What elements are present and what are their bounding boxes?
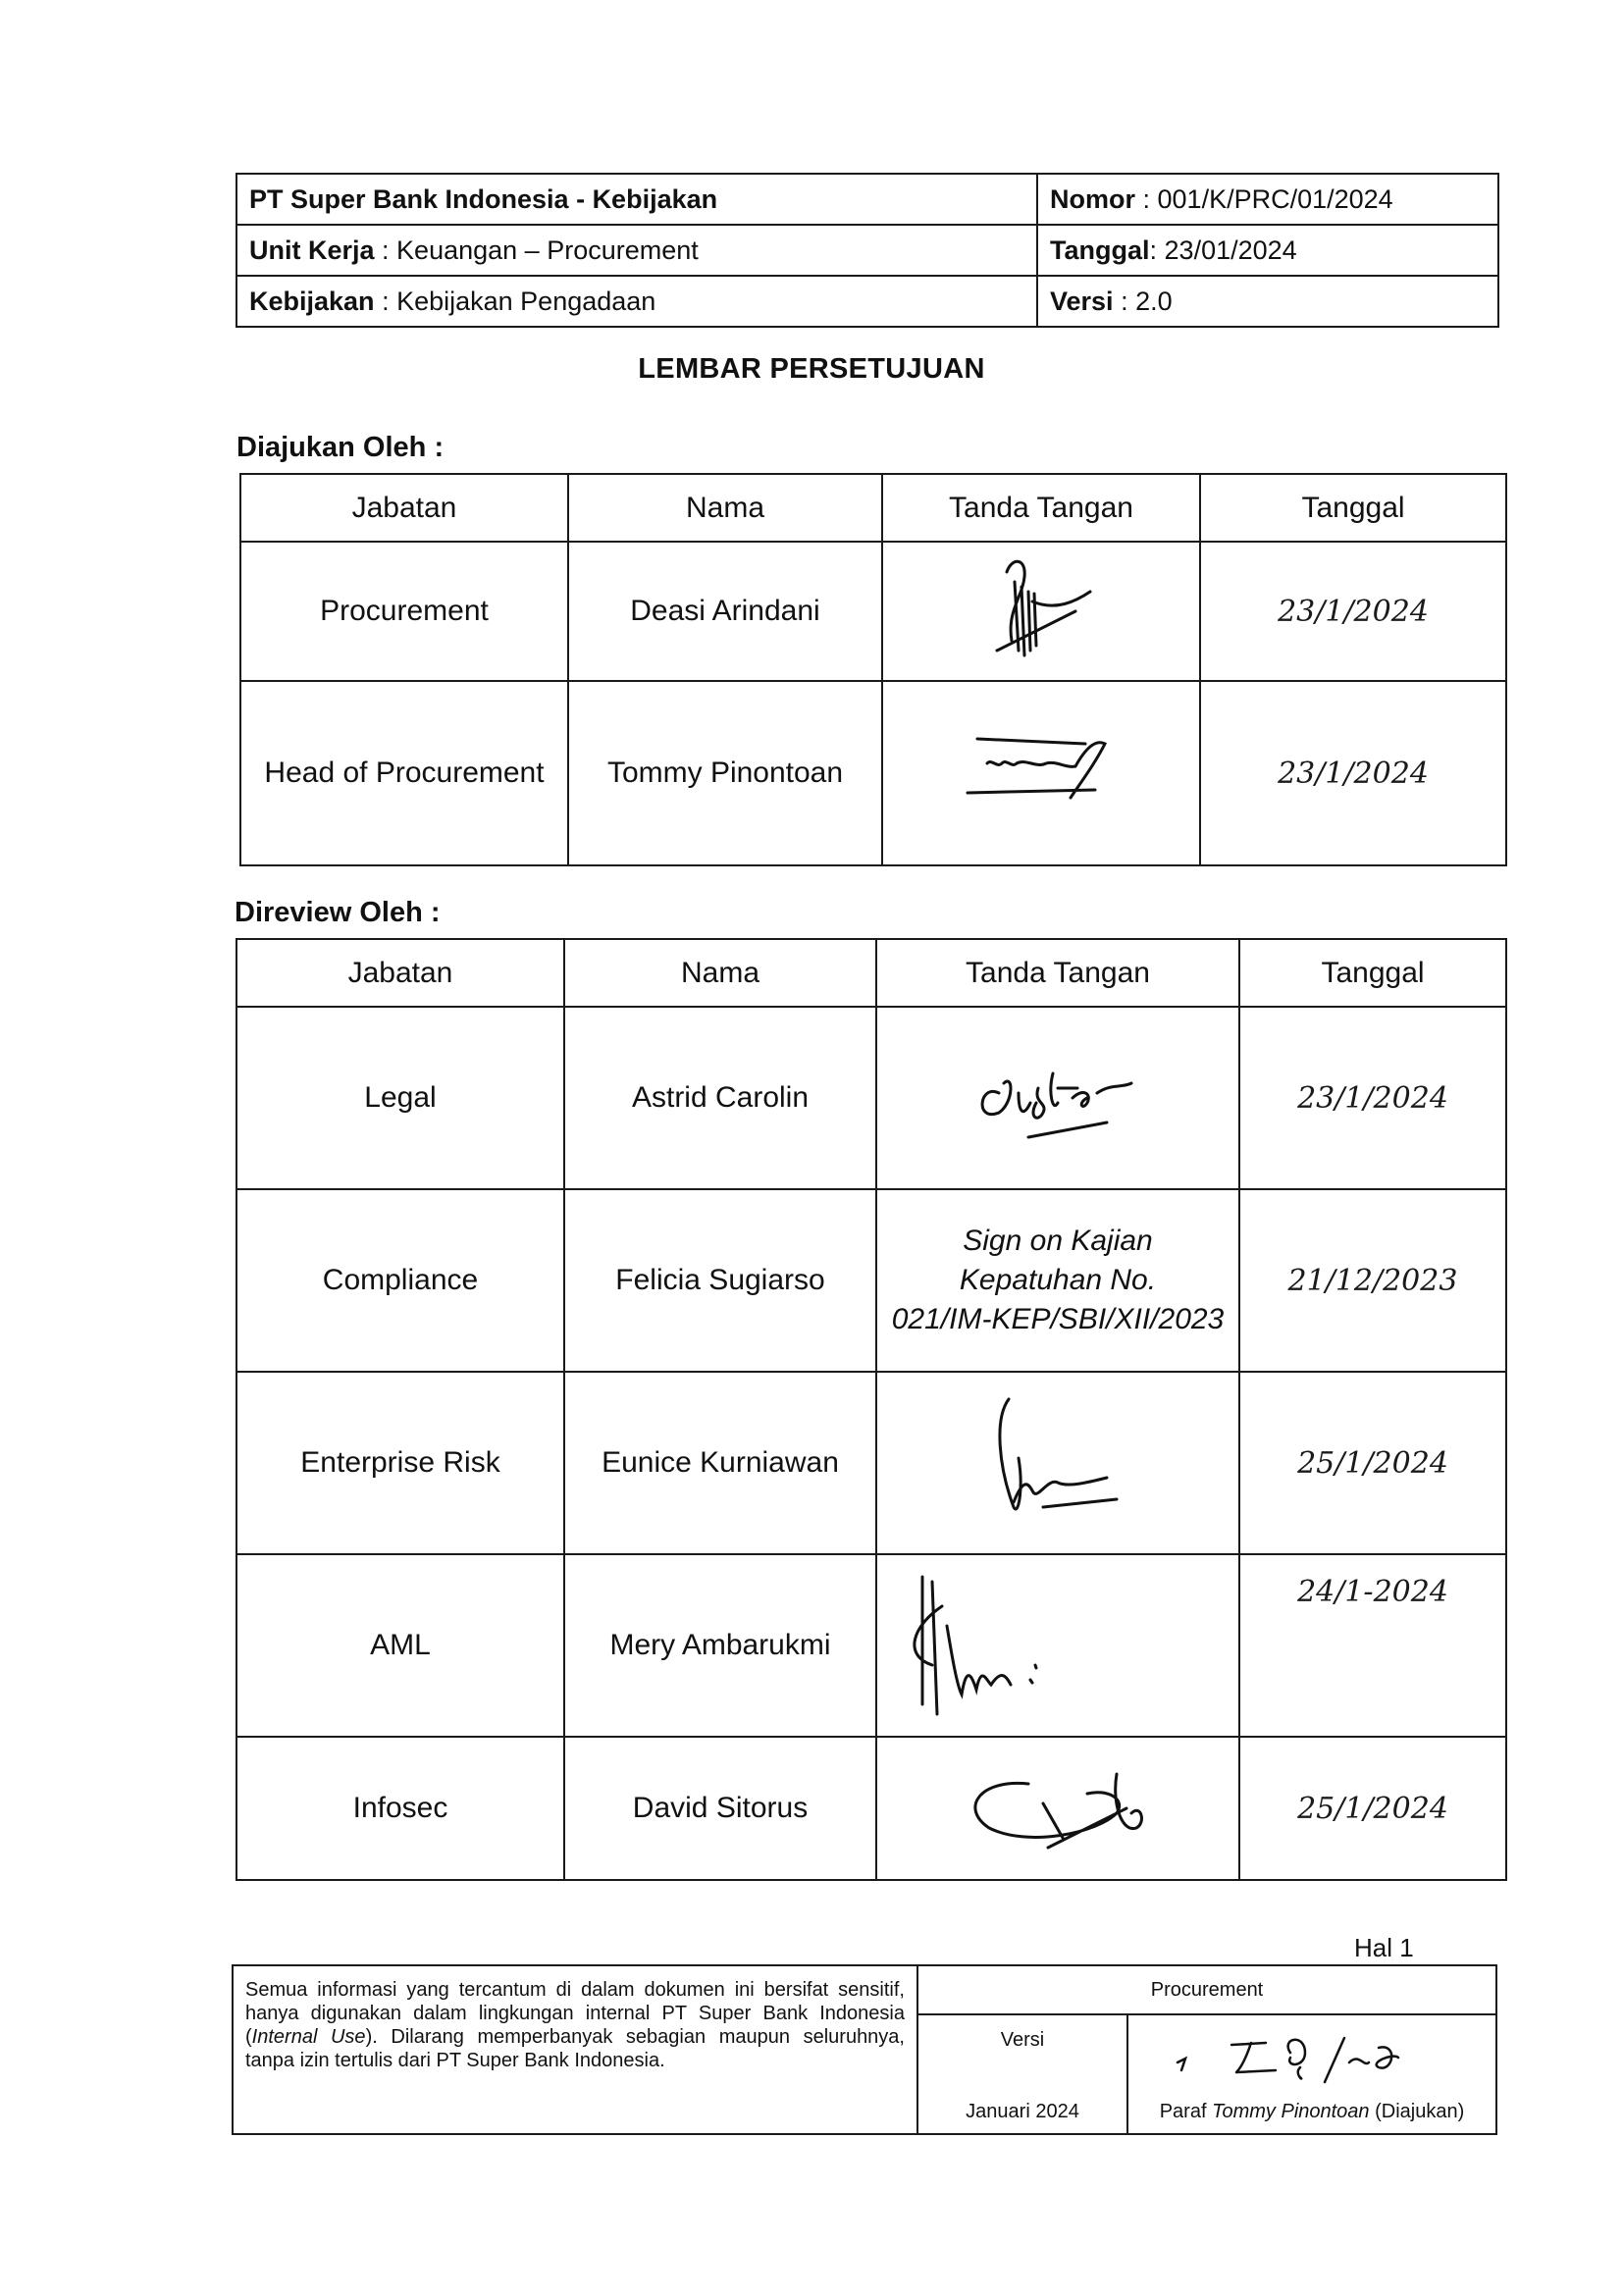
document-header-table xyxy=(236,173,1499,328)
page-number: Hal 1 xyxy=(1354,1933,1414,1962)
nama-cell: Felicia Sugiarso xyxy=(564,1189,876,1372)
column-header-tanggal: Tanggal xyxy=(1239,939,1506,1007)
jabatan-cell: Compliance xyxy=(236,1189,564,1372)
diajukan-table xyxy=(239,473,1507,866)
unit-value: Keuangan – Procurement xyxy=(396,235,699,265)
diajukan-section-label: Diajukan Oleh : xyxy=(236,432,445,463)
versi-cell: Versi : 2.0 xyxy=(1037,276,1498,327)
signature-tommy-pinontoan xyxy=(948,719,1134,827)
signature-cell xyxy=(882,542,1200,681)
signature-astrid-carolin xyxy=(960,1044,1156,1152)
nama-cell: Astrid Carolin xyxy=(564,1007,876,1189)
jabatan-cell: Procurement xyxy=(240,542,568,681)
footer-versi-label: Versi xyxy=(1000,2029,1045,2051)
signature-note-line: 021/IM-KEP/SBI/XII/2023 xyxy=(891,1303,1225,1335)
column-header-jabatan: Jabatan xyxy=(240,474,568,542)
paraf-initials xyxy=(1168,2023,1462,2088)
nomor-value: 001/K/PRC/01/2024 xyxy=(1157,183,1393,214)
direview-table xyxy=(236,938,1507,1881)
kebijakan-label: Kebijakan xyxy=(249,286,375,316)
footer-versi-date: Januari 2024 xyxy=(966,2101,1079,2122)
column-header-nama: Nama xyxy=(564,939,876,1007)
jabatan-cell: Infosec xyxy=(236,1737,564,1880)
jabatan-cell: Enterprise Risk xyxy=(236,1372,564,1554)
signature-note-cell xyxy=(876,1189,1239,1372)
table-row xyxy=(236,1007,1506,1189)
disclaimer-text: ). Dilarang memperbanyak sebagian maupun seluruhnya, tanpa izin tertulis dari PT Super Bank Indonesia. xyxy=(245,2026,905,2071)
table-row xyxy=(236,1372,1506,1554)
jabatan-cell: Head of Procurement xyxy=(240,681,568,865)
versi-label: Versi xyxy=(1050,286,1114,316)
paraf-prefix: Paraf xyxy=(1159,2101,1207,2122)
table-row xyxy=(236,1189,1506,1372)
table-row xyxy=(240,681,1506,865)
tanggal-label: Tanggal xyxy=(1050,235,1150,265)
signature-deasi-arindani xyxy=(968,552,1115,670)
nama-cell: David Sitorus xyxy=(564,1737,876,1880)
direview-section-label: Direview Oleh : xyxy=(235,897,441,928)
paraf-suffix: (Diajukan) xyxy=(1375,2101,1465,2122)
kebijakan-value: Kebijakan Pengadaan xyxy=(396,286,656,316)
nama-cell: Deasi Arindani xyxy=(568,542,882,681)
tanggal-cell: 21/12/2023 xyxy=(1239,1189,1506,1372)
footer-versi-cell xyxy=(917,2014,1127,2134)
column-header-jabatan: Jabatan xyxy=(236,939,564,1007)
unit-label: Unit Kerja xyxy=(249,235,375,265)
jabatan-cell: Legal xyxy=(236,1007,564,1189)
nama-cell: Tommy Pinontoan xyxy=(568,681,882,865)
disclaimer-internal-use: Internal Use xyxy=(251,2026,366,2048)
tanggal-cell: 25/1/2024 xyxy=(1239,1372,1506,1554)
tanggal-cell: Tanggal: 23/01/2024 xyxy=(1037,225,1498,276)
kebijakan-cell: Kebijakan : Kebijakan Pengadaan xyxy=(236,276,1037,327)
versi-value: 2.0 xyxy=(1135,286,1173,316)
footer-table xyxy=(232,1964,1497,2135)
footer-paraf-label xyxy=(1128,2101,1495,2123)
paraf-name: Tommy Pinontoan xyxy=(1212,2101,1370,2122)
footer-disclaimer xyxy=(233,1965,917,2134)
column-header-tanggal: Tanggal xyxy=(1200,474,1506,542)
signature-david-sitorus xyxy=(950,1754,1166,1862)
signature-note-line: Kepatuhan No. xyxy=(959,1264,1157,1296)
column-header-tanda-tangan: Tanda Tangan xyxy=(876,939,1239,1007)
signature-cell xyxy=(876,1007,1239,1189)
table-row xyxy=(240,542,1506,681)
nama-cell: Mery Ambarukmi xyxy=(564,1554,876,1737)
nomor-cell: Nomor : 001/K/PRC/01/2024 xyxy=(1037,174,1498,225)
footer-paraf-cell xyxy=(1127,2014,1496,2134)
tanggal-cell: 24/1-2024 xyxy=(1239,1554,1506,1737)
signature-cell xyxy=(876,1554,1239,1737)
table-row xyxy=(236,1737,1506,1880)
tanggal-value: 23/01/2024 xyxy=(1164,235,1297,265)
nama-cell: Eunice Kurniawan xyxy=(564,1372,876,1554)
unit-cell: Unit Kerja : Keuangan – Procurement xyxy=(236,225,1037,276)
signature-cell xyxy=(876,1372,1239,1554)
column-header-nama: Nama xyxy=(568,474,882,542)
tanggal-cell: 23/1/2024 xyxy=(1200,542,1506,681)
nomor-label: Nomor xyxy=(1050,183,1135,214)
footer-department: Procurement xyxy=(917,1965,1496,2014)
disclaimer-text: Semua informasi yang tercantum di dalam dokumen ini bersifat sensitif, hanya digunakan dalam lingkungan internal PT Super Bank Indonesia ( xyxy=(245,1979,905,2048)
signature-mery-ambarukmi xyxy=(893,1567,1109,1724)
column-header-tanda-tangan: Tanda Tangan xyxy=(882,474,1200,542)
table-row xyxy=(236,1554,1506,1737)
signature-cell xyxy=(882,681,1200,865)
tanggal-cell: 23/1/2024 xyxy=(1239,1007,1506,1189)
tanggal-cell: 23/1/2024 xyxy=(1200,681,1506,865)
signature-note-line: Sign on Kajian xyxy=(963,1225,1153,1257)
signature-eunice-kurniawan xyxy=(969,1389,1146,1537)
company-label: PT Super Bank Indonesia - Kebijakan xyxy=(236,174,1037,225)
signature-cell xyxy=(876,1737,1239,1880)
page-title: LEMBAR PERSETUJUAN xyxy=(638,353,985,385)
jabatan-cell: AML xyxy=(236,1554,564,1737)
tanggal-cell: 25/1/2024 xyxy=(1239,1737,1506,1880)
